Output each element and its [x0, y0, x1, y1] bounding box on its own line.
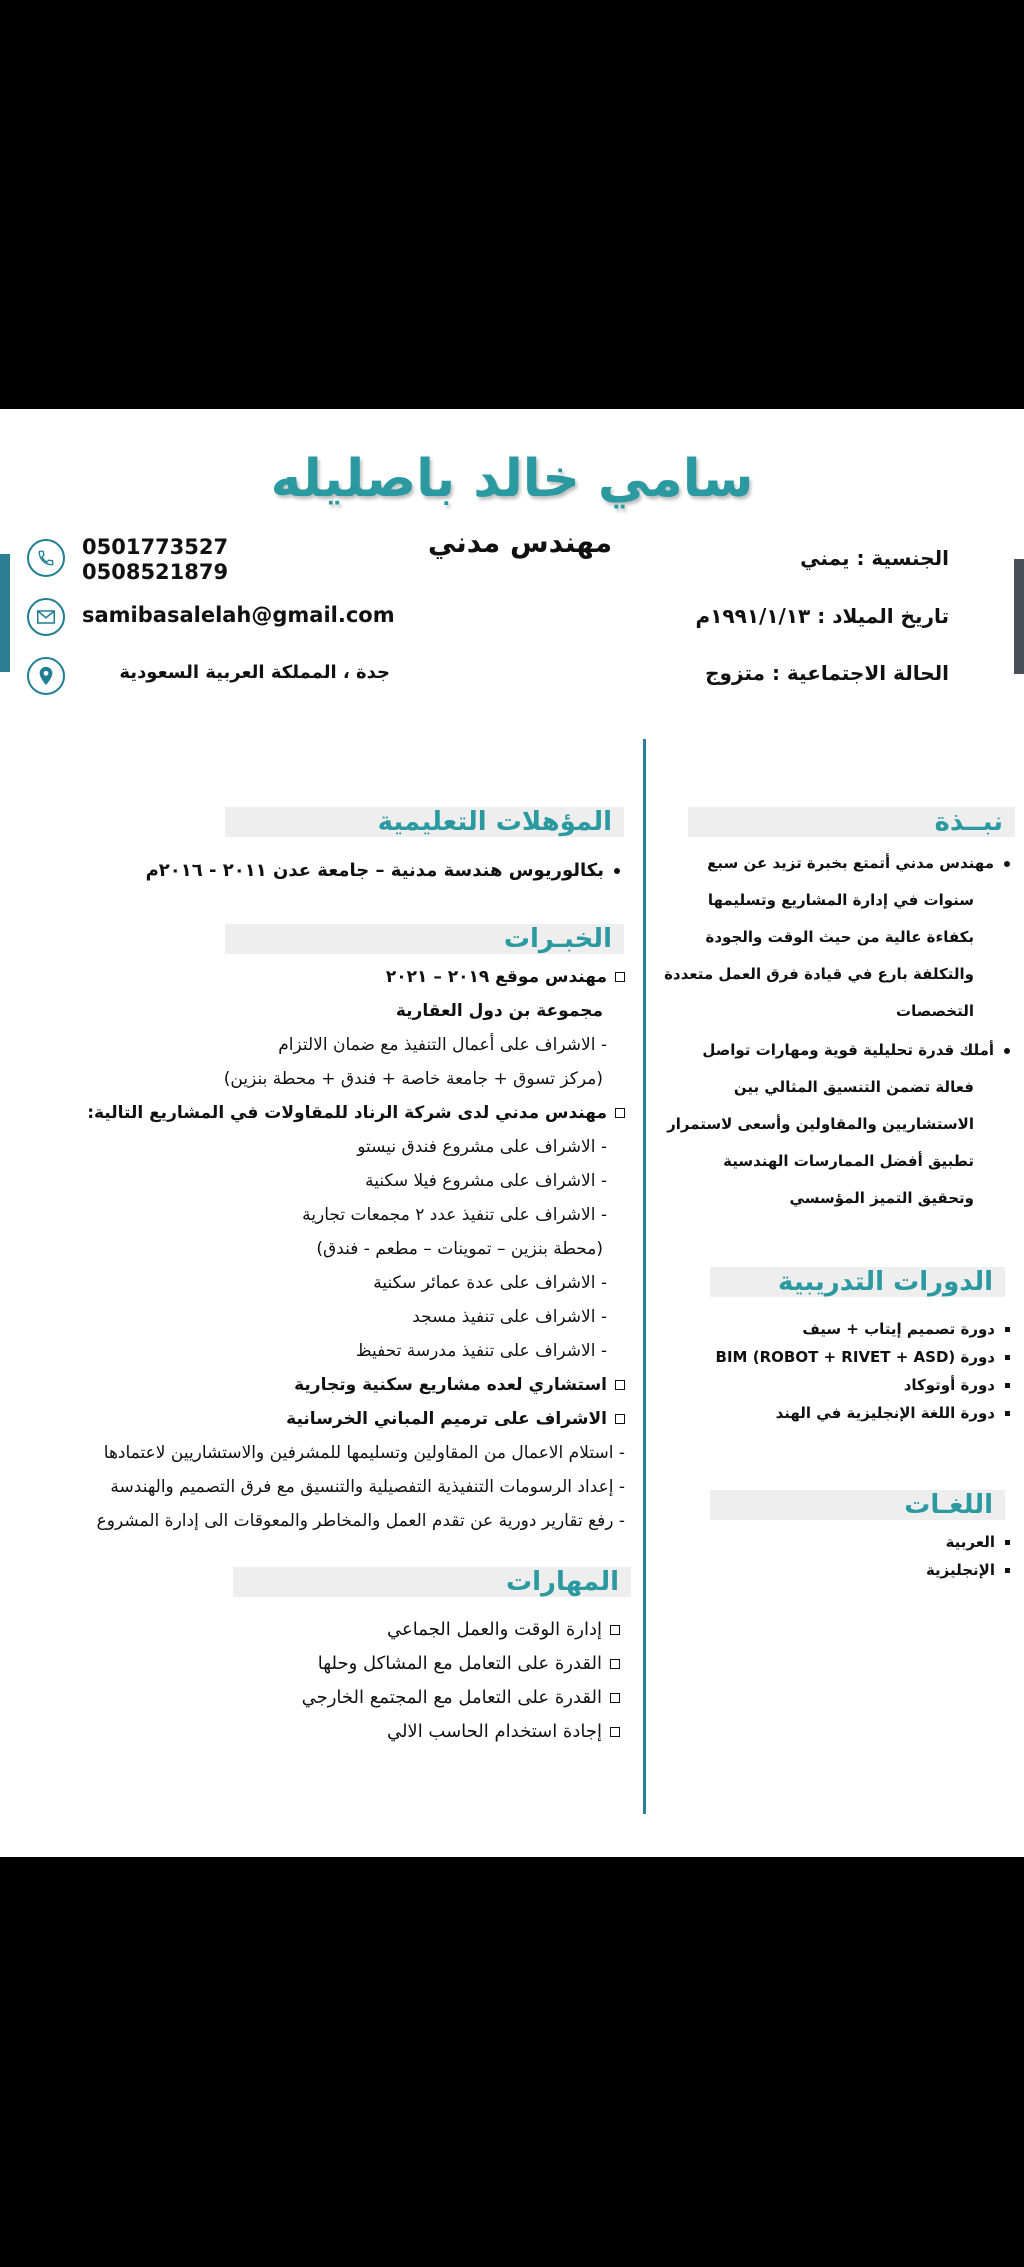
- phone-2[interactable]: 0508521879: [82, 560, 229, 584]
- skills-heading: المهارات: [233, 1567, 631, 1597]
- email-icon: [27, 598, 65, 636]
- job-title-3: استشاري لعده مشاريع سكنية وتجارية: [294, 1375, 607, 1395]
- skill-item: القدرة على التعامل مع المشاكل وحلها: [317, 1653, 602, 1674]
- course-item: دورة أوتوكاد: [903, 1376, 995, 1394]
- course-item: دورة اللغة الإنجليزية في الهند: [775, 1404, 995, 1422]
- course-item: دورة تصميم إيتاب + سيف: [802, 1320, 995, 1338]
- job-detail: (محطة بنزين – تموينات – مطعم - فندق): [316, 1239, 603, 1259]
- location-pin-icon: [27, 657, 65, 695]
- column-divider: [643, 739, 646, 1814]
- about-line: تطبيق أفضل الممارسات الهندسية: [723, 1152, 974, 1170]
- email-address[interactable]: samibasalelah@gmail.com: [82, 603, 395, 627]
- course-item: دورة (ROBOT + RIVET + ASD) BIM: [715, 1348, 995, 1366]
- right-accent-bar: [1014, 559, 1024, 674]
- about-line: وتحقيق التميز المؤسسي: [789, 1189, 974, 1207]
- job-detail: - الاشراف على تنفيذ مسجد: [412, 1307, 607, 1327]
- marital-status: الحالة الاجتماعية : متزوج: [705, 661, 949, 685]
- languages-heading: اللغـات: [710, 1490, 1005, 1520]
- education-item: بكالوريوس هندسة مدنية – جامعة عدن ٢٠١١ - ٢٠١٦م: [145, 860, 604, 881]
- job-detail: - الاشراف على عدة عمائر سكنية: [373, 1273, 607, 1293]
- about-line: التخصصات: [896, 1002, 974, 1020]
- job-title-4: الاشراف على ترميم المباني الخرسانية: [286, 1409, 607, 1429]
- about-line: بكفاءة عالية من حيث الوقت والجودة: [705, 928, 974, 946]
- about-line: مهندس مدني أتمتع بخبرة تزيد عن سبع: [707, 854, 994, 872]
- job-detail: (مركز تسوق + جامعة خاصة + فندق + محطة بنزين): [223, 1069, 603, 1089]
- courses-heading: الدورات التدريبية: [710, 1267, 1005, 1297]
- about-line: فعالة تضمن التنسيق المثالي بين: [733, 1078, 974, 1096]
- job-title-2: مهندس مدني لدى شركة الرناد للمقاولات في المشاريع التالية:: [87, 1103, 607, 1123]
- cv-page: [0, 409, 1024, 1857]
- about-line: الاستشاريين والمقاولين وأسعى لاستمرار: [667, 1115, 974, 1133]
- birth-date: تاريخ الميلاد : ١٩٩١/١/١٣م: [695, 604, 949, 628]
- phone-1[interactable]: 0501773527: [82, 535, 229, 559]
- job-title: مهندس مدني: [427, 526, 613, 559]
- about-line: والتكلفة بارع في قيادة فرق العمل متعددة: [664, 965, 974, 983]
- job-detail: - الاشراف على تنفيذ مدرسة تحفيظ: [355, 1341, 607, 1361]
- education-heading: المؤهلات التعليمية: [225, 807, 624, 837]
- job-detail: - الاشراف على تنفيذ عدد ٢ مجمعات تجارية: [302, 1205, 607, 1225]
- about-heading: نبــذة: [688, 807, 1015, 837]
- about-line: أملك قدرة تحليلية قوية ومهارات تواصل: [702, 1041, 994, 1059]
- language-item: الإنجليزية: [925, 1561, 995, 1579]
- job-detail: - الاشراف على مشروع فندق نيستو: [357, 1137, 607, 1157]
- skill-item: إدارة الوقت والعمل الجماعي: [386, 1619, 602, 1640]
- language-item: العربية: [945, 1533, 995, 1551]
- about-line: سنوات في إدارة المشاريع وتسليمها: [707, 891, 974, 909]
- nationality: الجنسية : يمني: [800, 546, 949, 570]
- duty-item: - رفع تقارير دورية عن تقدم العمل والمخاطر والمعوقات الى إدارة المشروع: [96, 1511, 625, 1531]
- phone-icon: [27, 539, 65, 577]
- person-name: سامي خالد باصليله: [270, 449, 754, 509]
- duty-item: - إعداد الرسومات التنفيذية التفصيلية والتنسيق مع فرق التصميم والهندسة: [110, 1477, 625, 1497]
- left-accent-bar: [0, 554, 10, 672]
- experience-heading: الخبـرات: [225, 924, 624, 954]
- skill-item: إجادة استخدام الحاسب الالي: [386, 1721, 602, 1742]
- job-detail: - الاشراف على أعمال التنفيذ مع ضمان الالتزام: [278, 1035, 607, 1055]
- job-detail: - الاشراف على مشروع فيلا سكنية: [365, 1171, 607, 1191]
- job-title-1: مهندس موقع ٢٠١٩ – ٢٠٢١: [385, 967, 607, 987]
- skill-item: القدرة على التعامل مع المجتمع الخارجي: [301, 1687, 602, 1708]
- duty-item: - استلام الاعمال من المقاولين وتسليمها للمشرفين والاستشاريين لاعتمادها: [103, 1443, 625, 1463]
- company-name: مجموعة بن دول العقارية: [395, 1001, 603, 1021]
- location: جدة ، المملكة العربية السعودية: [119, 662, 390, 683]
